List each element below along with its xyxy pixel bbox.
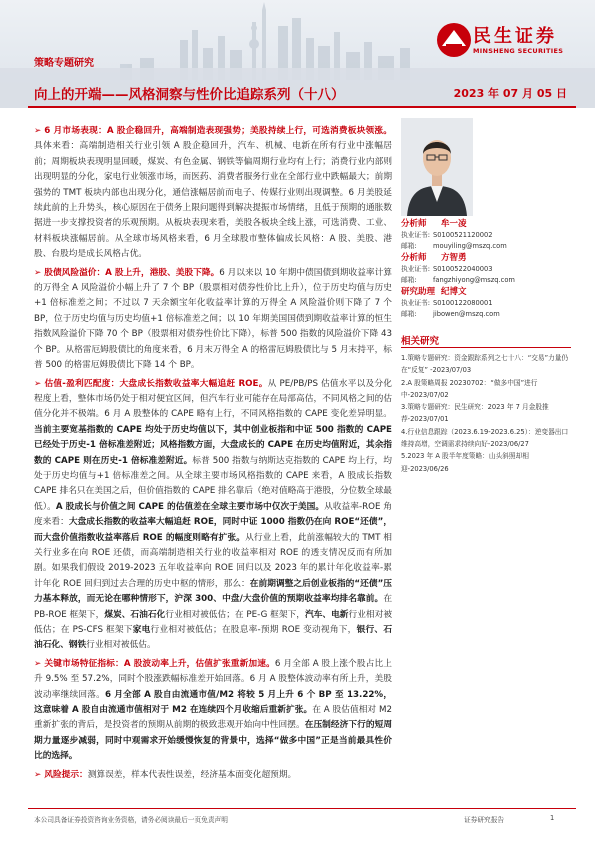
email-address[interactable]: mouyiling@mszq.com	[433, 241, 507, 250]
arrow-bullet-icon: ➢	[34, 658, 42, 669]
bold-run: 在前期调整之后创业板指的“还债”压力基本释放，而无论在哪种情形下，沪深 300、中盘/大盘价值的预期收益率均排名靠前。	[34, 578, 392, 605]
section-text: 具体来看：高端制造相关行业引领 A 股企稳回升，汽车、机械、电新在所有行业中涨幅居前；周期板块表现明显回暖，煤炭、有色金属、钢铁等偏周期行业均有上行；消费行业内部则出现明显的分化，家电行业领涨市场，而医药、消费者服务行业在全部行业中跌幅最大；前期强势的 TMT 板块内部也出现分化，通信涨幅居前而电子、传媒行业则出现调整。6 月美股延续此前的上升势头，核心原因在于债务上限问题得到解决提振市场情绪，且低于预期的通胀数据进一步支撑投资者的乐观预期。从板块表现来看，美股各板块全线上涨，可选消费、工业、材料板块涨幅居前。从全球市场风格来看，6 月全球股市整体偏成长风格：A 股、美股、港股、台股均是成长风格占优。	[34, 141, 392, 260]
text-run: 在 PB-ROE 框架下，	[34, 594, 392, 620]
bold-run: 银行、石油石化、钢铁	[34, 625, 393, 651]
related-research-title: 相关研究	[401, 336, 440, 347]
footer-disclaimer: 本公司具备证券投资咨询业务资格，请务必阅读最后一页免责声明	[34, 816, 228, 824]
related-item[interactable]: 3.策略专题研究：民生研究：2023 年 7 月金股推荐-2023/07/01	[401, 403, 549, 424]
footer-rule	[28, 808, 576, 809]
arrow-bullet-icon: ➢	[34, 769, 42, 780]
report-date: 2023 年 07 月 05 日	[453, 87, 567, 100]
section-valuation	[34, 377, 392, 654]
text-run: 行业相对被低估。	[86, 640, 156, 651]
text-run: 行业相对被低估；在 PE-G 框架下，	[165, 609, 305, 620]
bold-run: 家电	[132, 625, 151, 635]
email-label: 邮箱:	[401, 309, 417, 318]
analyst-photo	[401, 118, 473, 216]
related-research-list	[401, 352, 571, 475]
footer-doc-type: 证券研究报告	[464, 816, 505, 824]
cert-number: S0100122080001	[433, 299, 493, 307]
page-number: 1	[550, 814, 555, 822]
arrow-bullet-icon: ➢	[34, 126, 42, 136]
summary-body	[34, 124, 392, 783]
section-market-indicators	[34, 657, 392, 765]
analyst-name: 纪博文	[441, 287, 467, 297]
section-heading: 风险提示：	[44, 769, 88, 780]
cert-number: S0100522040003	[433, 265, 493, 273]
email-label: 邮箱:	[401, 275, 417, 284]
text-run: 从行业上看，此前涨幅较大的 TMT 相关行业多在向 ROE 还债，而高端制造相关行业的收益率相对 ROE 的透支情况反而有所加剧。如果我们假设 2019-2023 五年收益率向 ROE 回归以及 2023 年的累计年化收益率-累计年化 ROE 回归到过去合理的历史中枢的情形，那么：	[34, 532, 392, 589]
analyst-role: 分析师	[401, 219, 427, 229]
section-market-performance	[34, 124, 392, 263]
bold-run: 煤炭、石油石化	[104, 609, 166, 620]
text-run: 标普 500 指数与纳斯达克指数的 CAPE 均上行，均处于历史均值与+1 倍标准差之间。从全球主要市场风格指数的 CAPE 来看，A 股成长指数 CAPE 排名只在美国之后，但价值指数的 CAPE 排名靠后（绝对值略高于港股，分位数全球最低）。	[34, 455, 392, 512]
logo-text: 民生证券	[473, 26, 557, 47]
related-item[interactable]: 5.2023 年 A 股半年度策略：山头斜照却相迎-2023/06/26	[401, 452, 529, 473]
email-address[interactable]: jibowen@mszq.com	[433, 309, 500, 318]
email-label: 邮箱:	[401, 241, 417, 250]
section-text: 6 月以来以 10 年期中债国债到期收益率计算的万得全 A 风险溢价小幅上升了 7 个 BP（股票相对债券性价比上升），位于历史均值与历史+1 倍标准差之间；不过以 7 天余额宝年化收益率计算的万得全 A 风险溢价则下降了 7 个 BP，位于历史均值与历史均值+1 倍标准差之间；以 10 年期美国国债到期收益率计算的恒生指数风险溢价下降 70 个 BP（股票相对债券性价比下降），标普 500 指数的风险溢价下降 43 个 BP。从格雷厄姆股债比的角度来看，6 月末万得全 A 的格雷厄姆股债比与 5 月末持平，标普 500 的格雷厄姆股债比下降 14 个 BP。	[34, 267, 392, 371]
logo-subtext: MINSHENG SECURITIES	[473, 47, 564, 55]
analyst-role: 分析师	[401, 253, 427, 263]
analyst-block	[401, 286, 571, 319]
header-banner	[0, 0, 595, 108]
header-rule	[28, 106, 576, 108]
bold-run: 6 月全部 A 股自由流通市值/M2 将较 5 月上升 6 个 BP 至 13.22%，这意味着 A 股自由流通市值相对于 M2 在连续四个月收缩后重新扩张。	[34, 689, 393, 716]
section-heading: 关键市场特征指标：A 股波动率上升，估值扩张重新加速。	[44, 658, 275, 669]
related-item[interactable]: 2.A 股策略周报 20230702：“做多中国”进行中-2023/07/02	[401, 378, 538, 399]
text-run: 行业相对被低估；在 PS-CFS 框架下	[34, 609, 393, 635]
email-address[interactable]: fangzhiyong@mszq.com	[433, 275, 515, 284]
analyst-block	[401, 218, 571, 251]
analyst-name: 方智勇	[441, 253, 467, 263]
bold-run: A 股成长与价值之间 CAPE 的估值差在全球主要市场中仅次于美国。	[55, 501, 325, 512]
cert-number: S0100521120002	[433, 231, 493, 239]
bold-run: 大盘成长指数的收益率大幅追赶 ROE，同时中证 1000 指数仍在向 ROE“还债”，而大盘价值指数收益率落后 ROE 的幅度则略有扩张。	[34, 517, 393, 543]
related-research-rule	[401, 347, 571, 348]
section-heading: 股债风险溢价：A 股上升，港股、美股下降。	[44, 267, 220, 278]
section-text: 测算误差，样本代表性误差，经济基本面变化超预期。	[87, 769, 297, 780]
analyst-block	[401, 252, 571, 285]
section-risk-premium	[34, 266, 392, 374]
section-text	[34, 379, 392, 651]
analyst-name: 牟一凌	[441, 219, 467, 229]
cert-label: 执业证书:	[401, 231, 431, 239]
report-title: 向上的开端——风格洞察与性价比追踪系列（十八）	[34, 87, 345, 103]
arrow-bullet-icon: ➢	[34, 267, 42, 278]
section-heading: 估值-盈利匹配度：大盘成长指数收益率大幅追赶 ROE。	[44, 378, 268, 389]
arrow-bullet-icon: ➢	[34, 378, 42, 389]
cert-label: 执业证书:	[401, 299, 431, 307]
text-run: 行业相对被低估；在股息率-预期 ROE 变动视角下，	[150, 625, 357, 635]
related-item[interactable]: 4.行业信息跟踪（2023.6.19-2023.6.25）：逆变器出口维持高增，空调需求持续向好-2023/06/27	[401, 427, 569, 449]
section-risk-warning	[34, 768, 392, 783]
bold-run: 当前主要宽基指数的 CAPE 均处于历史均值以下，其中创业板指和中证 500 指数的 CAPE 已经处于历史-1 倍标准差附近；风格指数方面，大盘成长的 CAPE 在历史均值附近，其余指数的 CAPE 则在历史-1 倍标准差附近。	[34, 424, 392, 466]
bold-run: 汽车、电新	[304, 609, 349, 620]
cert-label: 执业证书:	[401, 265, 431, 273]
section-heading: 6 月市场表现：A 股企稳回升，高端制造表现强势；美股持续上行，可选消费板块领涨。	[44, 126, 392, 136]
text-run: 6 月全部 A 股上涨个股占比上升 9.5% 至 57.2%，同时个股涨跌幅标准差开始回落。6 月 A 股整体波动率有所上升，美股波动率继续回落。	[34, 658, 392, 700]
text-run: 从收益率-ROE 角度来看：	[34, 501, 392, 528]
text-run: 从 PE/PB/PS 估值水平以及分化程度上看，整体市场仍处于相对便宜区间，但汽车行业可能存在局部高估，不同风格之间的估值分化并不极端。6 月 A 股整体的 CAPE 略有上行，不同风格指数的 CAPE 变化差异明显。	[34, 378, 392, 420]
section-text	[34, 659, 392, 761]
bold-run: 在压制经济下行的短周期力量逐步减弱，同时中观需求开始缓慢恢复的背景中，选择“做多中国”正是当前最具性价比的选择。	[34, 720, 393, 762]
report-category: 策略专题研究	[34, 58, 94, 69]
text-run: 在 A 股估值相对 M2 重新扩张的背后，是投资者的预期从前期的极致悲观开始向中性回摆。	[34, 705, 392, 731]
related-item[interactable]: 1.策略专题研究：资金跟踪系列之七十八：“交易”力量仍在“反复” -2023/07/03	[401, 354, 569, 375]
analyst-role: 研究助理	[401, 287, 436, 297]
